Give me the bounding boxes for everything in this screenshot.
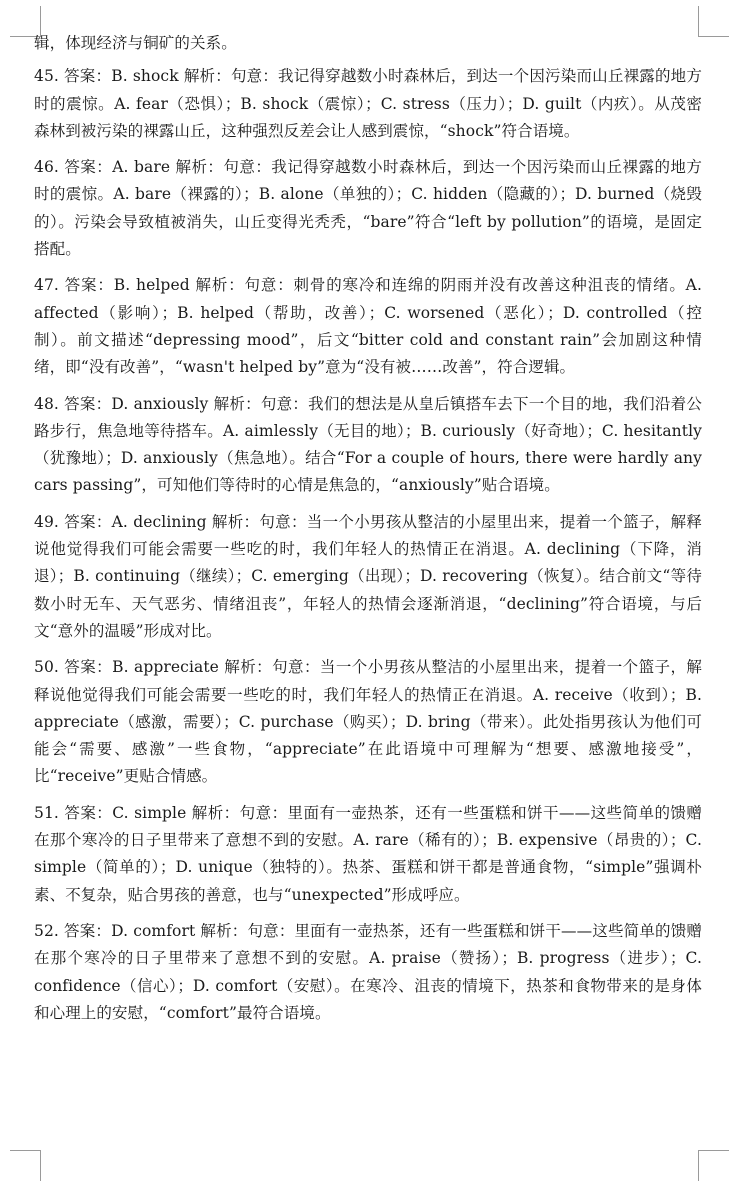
answer-item-47: 47. 答案：B. helped 解析：句意：刺骨的寒冷和连绵的阴雨并没有改善这种沮丧的情绪。A. affected（影响）；B. helped（帮助，改善）；C. worsened（恶化）；D. controlled（控制）。前文描述“depressing mood”，后文“bitter cold and constant rain”会加剧这种情绪，即“没有改善”，“wasn't helped by”意为“没有被……改善”，符合逻辑。 xyxy=(34,276,702,377)
crop-mark-bottom-right xyxy=(698,1150,729,1181)
crop-mark-top-right xyxy=(698,6,729,37)
answer-item-51: 51. 答案：C. simple 解析：句意：里面有一壶热茶，还有一些蛋糕和饼干——这些简单的馈赠在那个寒冷的日子里带来了意想不到的安慰。A. rare（稀有的）；B. expensive（昂贵的）；C. simple（简单的）；D. unique（独特的）。热茶、蛋糕和饼干都是普通食物，“simple”强调朴素、不复杂，贴合男孩的善意，也与“unexpected”形成呼应。 xyxy=(34,803,702,904)
document-body xyxy=(34,30,702,1036)
crop-mark-bottom-left xyxy=(10,1150,41,1181)
answer-item-52: 52. 答案：D. comfort 解析：句意：里面有一壶热茶，还有一些蛋糕和饼干——这些简单的馈赠在那个寒冷的日子里带来了意想不到的安慰。A. praise（赞扬）；B. progress（进步）；C. confidence（信心）；D. comfort（安慰）。在寒冷、沮丧的情境下，热茶和食物带来的是身体和心理上的安慰，“comfort”最符合语境。 xyxy=(34,921,702,1022)
intro-paragraph: 辑，体现经济与铜矿的关系。 xyxy=(34,34,237,52)
answer-item-48: 48. 答案：D. anxiously 解析：句意：我们的想法是从皇后镇搭车去下一个目的地，我们沿着公路步行，焦急地等待搭车。A. aimlessly（无目的地）；B. curiously（好奇地）；C. hesitantly（犹豫地）；D. anxiously（焦急地）。结合“For a couple of hours, there were hardly any cars passing”，可知他们等待时的心情是焦急的，“anxiously”贴合语境。 xyxy=(34,394,702,495)
answer-item-46: 46. 答案：A. bare 解析：句意：我记得穿越数小时森林后，到达一个因污染而山丘裸露的地方时的震惊。A. bare（裸露的）；B. alone（单独的）；C. hidden（隐藏的）；D. burned（烧毁的）。污染会导致植被消失，山丘变得光秃秃，“bare”符合“left by pollution”的语境，是固定搭配。 xyxy=(34,158,702,259)
answer-item-50: 50. 答案：B. appreciate 解析：句意：当一个小男孩从整洁的小屋里出来，提着一个篮子，解释说他觉得我们可能会需要一些吃的时，我们年轻人的热情正在消退。A. receive（收到）；B. appreciate（感激，需要）；C. purchase（购买）；D. bring（带来）。此处指男孩认为他们可能会“需要、感激”一些食物，“appreciate”在此语境中可理解为“想要、感激地接受”，比“receive”更贴合情感。 xyxy=(34,658,702,786)
answer-item-49: 49. 答案：A. declining 解析：句意：当一个小男孩从整洁的小屋里出来，提着一个篮子，解释说他觉得我们可能会需要一些吃的时，我们年轻人的热情正在消退。A. declining（下降，消退）；B. continuing（继续）；C. emerging（出现）；D. recovering（恢复）。结合前文“等待数小时无车、天气恶劣、情绪沮丧”，年轻人的热情会逐渐消退，“declining”符合语境，与后文“意外的温暖”形成对比。 xyxy=(34,512,702,640)
answer-item-45: 45. 答案：B. shock 解析：句意：我记得穿越数小时森林后，到达一个因污染而山丘裸露的地方时的震惊。A. fear（恐惧）；B. shock（震惊）；C. stress（压力）；D. guilt（内疚）。从茂密森林到被污染的裸露山丘，这种强烈反差会让人感到震惊，“shock”符合语境。 xyxy=(34,67,702,140)
